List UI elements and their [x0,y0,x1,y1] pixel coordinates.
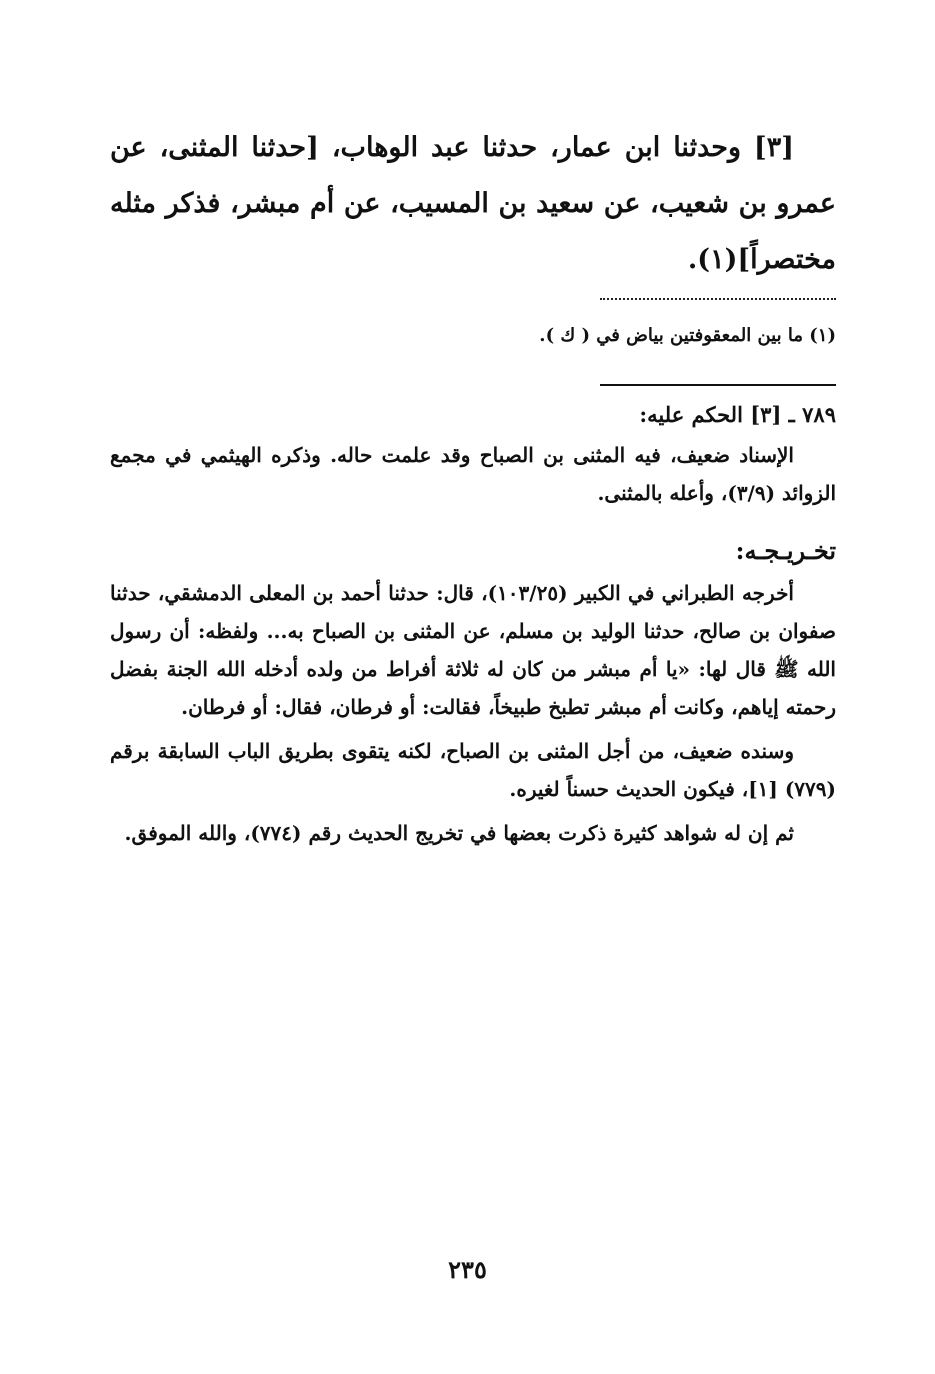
section-divider [600,384,836,386]
page-content [110,120,836,1280]
takhrij-title: تخـريـجـه: [735,536,836,565]
page-number: ٢٣٥ [448,1255,487,1284]
takhrij-paragraph: وسنده ضعيف، من أجل المثنى بن الصباح، لكنه يتقوى بطريق الباب السابقة برقم (٧٧٩) [١]، فيكون الحديث حسناً لغيره. [110,739,836,801]
footnote: (١) ما بين المعقوفتين بياض في ( ك ). [539,325,836,346]
footnote-separator [600,298,836,300]
ruling-heading: ٧٨٩ ـ [٣] الحكم عليه: [639,402,836,427]
hadith-text: [٣] وحدثنا ابن عمار، حدثنا عبد الوهاب، [حدثنا المثنى، عن عمرو بن شعيب، عن سعيد بن المسيب، عن أم مبشر، فذكر مثله مختصراً](١). [110,132,836,275]
takhrij-paragraph: أخرجه الطبراني في الكبير (١٠٣/٢٥)، قال: حدثنا أحمد بن المعلى الدمشقي، حدثنا صفوان بن صالح، حدثنا الوليد بن مسلم، عن المثنى بن الصباح به... ولفظه: أن رسول الله ﷺ قال لها: «يا أم مبشر من كان له ثلاثة أفراط من ولده أدخله الله الجنة بفضل رحمته إياهم، وكانت أم مبشر تطبخ طبيخاً، فقالت: أو فرطان، فقال: أو فرطان. [110,581,836,719]
ruling-text: الإسناد ضعيف، فيه المثنى بن الصباح وقد علمت حاله. وذكره الهيثمي في مجمع الزوائد (٣/٩)، وأعله بالمثنى. [110,443,836,505]
takhrij-paragraph: ثم إن له شواهد كثيرة ذكرت بعضها في تخريج الحديث رقم (٧٧٤)، والله الموفق. [124,821,794,845]
